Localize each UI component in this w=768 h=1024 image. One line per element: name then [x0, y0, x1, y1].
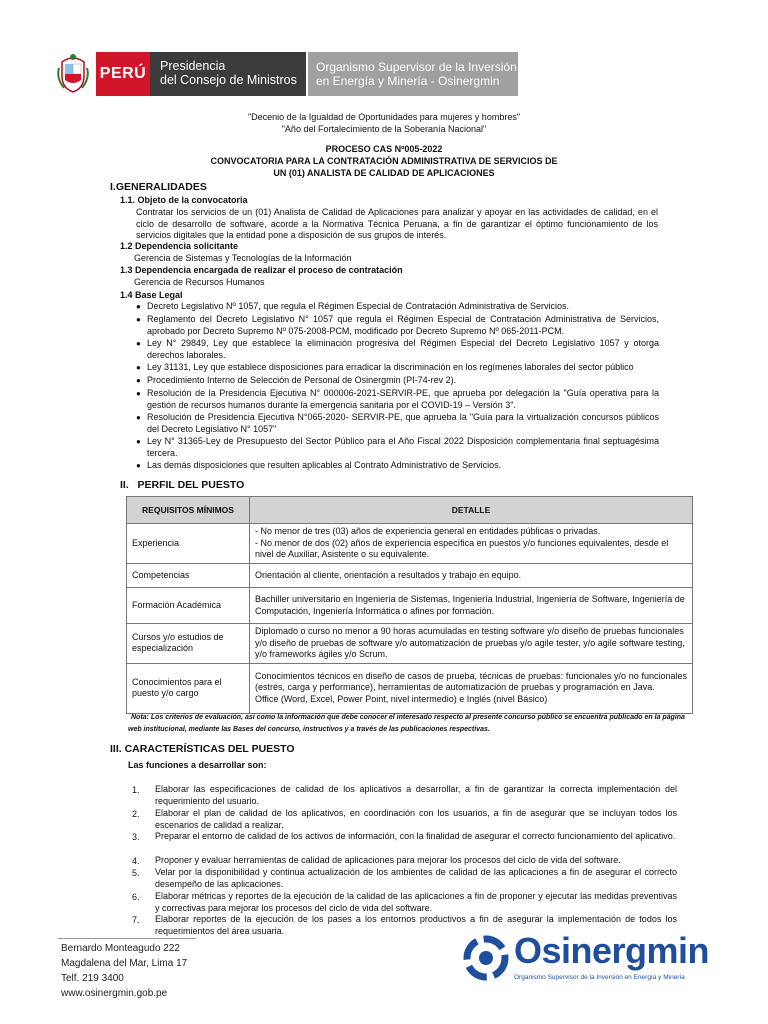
org-line1: Organismo Supervisor de la Inversión — [316, 60, 517, 74]
footer-phone: Telf. 219 3400 — [61, 973, 124, 984]
bullet-icon: ● — [136, 363, 141, 372]
epigraph-line1: "Decenio de la Igualdad de Oportunidades para mujeres y hombres" — [247, 112, 521, 122]
cell-detalle: - No menor de tres (03) años de experiencia general en entidades públicas o privadas. - No menor de dos (02) años de experiencia específica en puestos y/o funciones equivalentes, desde el nivel de Auxiliar, Asistente o su equivalente. — [250, 524, 693, 564]
table-note-line1: Nota: Los criterios de evaluación, así como la información que debe conocer el interesado respecto al presente concurso público se encuentra publicado en la página — [131, 714, 685, 721]
legal-item: Reglamento del Decreto Legislativo N° 1057 que regula el Régimen Especial de Contratación Administrativa de Servicios, aprobado por Decreto Supremo Nº 075-2008-PCM, modificado por Decreto Supremo Nº 065-2011-PCM. — [147, 314, 659, 336]
cell-requisito: Experiencia — [127, 524, 250, 564]
bullet-icon: ● — [136, 461, 141, 470]
footer-website[interactable]: www.osinergmin.gob.pe — [61, 988, 168, 999]
cell-detalle: Bachiller universitario en Ingeniería de Sistemas, Ingeniería Industrial, Ingeniería de Software, Ingeniería de Computación, Ingeniería Informática o afines por formación. — [250, 588, 693, 624]
legal-item: Decreto Legislativo Nº 1057, que regula el Régimen Especial de Contratación Administrativa de Servicios. — [147, 301, 570, 311]
cell-requisito: Competencias — [127, 564, 250, 588]
item-number: 7. — [132, 915, 140, 925]
peru-brand-block: PERÚ — [96, 52, 150, 96]
epigraph-line2: "Año del Fortalecimiento de la Soberanía Nacional" — [281, 124, 487, 134]
legal-item: Ley N° 29849, Ley que establece la eliminación progresiva del Régimen Especial del Decreto Legislativo 1057 y otorga derechos laborales. — [147, 338, 659, 360]
text-dependencia-solicitante: Gerencia de Sistemas y Tecnologías de la Información — [134, 253, 352, 263]
header — [0, 0, 768, 110]
osinergmin-brand-block — [308, 52, 518, 96]
footer-address-line2: Magdalena del Mar, Lima 17 — [61, 958, 188, 969]
item-number: 5. — [132, 868, 140, 878]
subheading-objeto: 1.1. Objeto de la convocatoria — [120, 195, 248, 205]
bullet-icon: ● — [136, 315, 141, 324]
function-item: Elaborar reportes de la ejecución de los pases a los entornos productivos a fin de asegurar la implementación de todos los requerimientos del área usuaria. — [155, 914, 677, 936]
cell-detalle: Orientación al cliente, orientación a resultados y trabajo en equipo. — [250, 564, 693, 588]
column-header-detalle: DETALLE — [250, 497, 693, 524]
table-row — [127, 564, 693, 588]
item-number: 2. — [132, 809, 140, 819]
function-item: Elaborar el plan de calidad de los aplicativos, en coordinación con los usuarios, a fin de asegurar que se incluyan todos los escenarios de calidad a realizar. — [155, 808, 677, 830]
osinergmin-logo-name: Osinergmin — [514, 930, 710, 971]
table-row — [127, 663, 693, 713]
table-row — [127, 588, 693, 624]
item-number: 4. — [132, 856, 140, 866]
function-item: Elaborar las especificaciones de calidad de los aplicativos a desarrollar, a fin de garantizar la correcta implementación del requerimiento del usuario. — [155, 784, 677, 806]
subheading-dependencia-solicitante: 1.2 Dependencia solicitante — [120, 241, 239, 251]
title-line1: PROCESO CAS Nº005-2022 — [325, 144, 443, 154]
table-row — [127, 624, 693, 664]
bullet-icon: ● — [136, 376, 141, 385]
peru-coat-of-arms-icon — [56, 52, 90, 94]
cell-detalle: Conocimientos técnicos en diseño de casos de prueba, técnicas de pruebas: funcionales y/o no funcionales (estrés, carga y performance), herramientas de automatización de pruebas y programación en Java. Office (Word, Excel, Power Point, nivel intermedio) e Inglés (nivel Básico) — [250, 663, 693, 713]
column-header-requisitos: REQUISITOS MÍNIMOS — [127, 497, 250, 524]
funciones-intro: Las funciones a desarrollar son: — [128, 760, 267, 770]
item-number: 6. — [132, 892, 140, 902]
cell-requisito: Formación Académica — [127, 588, 250, 624]
bullet-icon: ● — [136, 437, 141, 446]
legal-item: Ley N° 31365-Ley de Presupuesto del Sector Público para el Año Fiscal 2022 Disposición complementaria final septuagésima tercera. — [147, 436, 659, 458]
osinergmin-logo-tagline: Organismo Supervisor de la Inversión en Energía y Minería — [514, 974, 685, 981]
legal-item: Resolución de Presidencia Ejecutiva N°065-2020- SERVIR-PE, que aprueba la "Guía para la virtualización concursos públicos del Decreto Legislativo N° 1057" — [147, 412, 659, 434]
title-line2: CONVOCATORIA PARA LA CONTRATACIÓN ADMINISTRATIVA DE SERVICIOS DE — [210, 156, 558, 166]
bullet-icon: ● — [136, 413, 141, 422]
title-line3: UN (01) ANALISTA DE CALIDAD DE APLICACIONES — [273, 168, 495, 178]
legal-item: Las demás disposiciones que resulten aplicables al Contrato Administrativo de Servicios. — [147, 460, 502, 470]
table-row — [127, 524, 693, 564]
pcm-line2: del Consejo de Ministros — [160, 73, 297, 87]
osinergmin-logo-icon — [462, 934, 510, 982]
function-item: Velar por la disponibilidad y continua actualización de los ambientes de calidad de las aplicaciones a fin de asegurar el correcto desempeño de las aplicaciones. — [155, 867, 677, 889]
perfil-table — [126, 496, 693, 714]
org-line2: en Energía y Minería - Osinergmin — [316, 74, 500, 88]
osinergmin-logo — [462, 932, 712, 988]
bullet-icon: ● — [136, 302, 141, 311]
paragraph-objeto: Contratar los servicios de un (01) Analista de Calidad de Aplicaciones para analizar y apoyar en las actividades de calidad, en el ciclo de desarrollo de software, acorde a la Normativa Técnica Peruana, a fin de garantizar el óptimo funcionamiento de los servicios digitales que la entidad pone a disposición de sus grupos de interés. — [136, 207, 658, 240]
table-header-row — [127, 497, 693, 524]
item-number: 3. — [132, 832, 140, 842]
item-number: 1. — [132, 785, 140, 795]
legal-item: Ley 31131, Ley que establece disposiciones para erradicar la discriminación en los regímenes laborales del sector público — [147, 362, 634, 372]
function-item: Elaborar métricas y reportes de la ejecución de la calidad de las aplicaciones a fin de proponer y ejecutar las medidas preventivas y correctivas para mejorar los procesos del ciclo de vida del software. — [155, 891, 677, 913]
bullet-icon: ● — [136, 339, 141, 348]
text-dependencia-encargada: Gerencia de Recursos Humanos — [134, 277, 265, 287]
section-heading-generalidades: I.GENERALIDADES — [110, 181, 207, 193]
table-note-line2: web institucional, mediante las Bases del concurso, instructivos y a través de las publicaciones respectivas. — [128, 726, 490, 733]
bullet-icon: ● — [136, 389, 141, 398]
cell-requisito: Conocimientos para el puesto y/o cargo — [127, 663, 250, 713]
pcm-line1: Presidencia — [160, 59, 226, 73]
section-heading-caracteristicas: III. CARACTERÍSTICAS DEL PUESTO — [110, 743, 295, 755]
function-item: Preparar el entorno de calidad de los activos de información, con la finalidad de asegurar el correcto funcionamiento del aplicativo. — [155, 831, 676, 841]
subheading-dependencia-encargada: 1.3 Dependencia encargada de realizar el proceso de contratación — [120, 265, 403, 275]
pcm-brand-block — [150, 52, 306, 96]
function-item: Proponer y evaluar herramientas de calidad de aplicaciones para mejorar los procesos del ciclo de vida del software. — [155, 855, 621, 865]
footer-divider — [58, 938, 196, 939]
section-heading-perfil: II. PERFIL DEL PUESTO — [120, 479, 245, 491]
cell-detalle: Diplomado o curso no menor a 90 horas acumuladas en testing software y/o diseño de pruebas funcionales y/o diseño de pruebas de software y/o automatización de pruebas y/o agile tester, y/o agile software testing, y/o frameworks ágiles y/o Scrum. — [250, 624, 693, 664]
cell-requisito: Cursos y/o estudios de especialización — [127, 624, 250, 664]
footer-address-line1: Bernardo Monteagudo 222 — [61, 943, 180, 954]
legal-item: Procedimiento Interno de Selección de Personal de Osinergmin (PI-74-rev 2). — [147, 375, 457, 385]
subheading-base-legal: 1.4 Base Legal — [120, 290, 183, 300]
legal-item: Resolución de la Presidencia Ejecutiva N° 000006-2021-SERVIR-PE, que aprueba por delegación la "Guía operativa para la gestión de recursos humanos durante la emergencia sanitaria por el COVID-19 – Versión 3". — [147, 388, 659, 410]
